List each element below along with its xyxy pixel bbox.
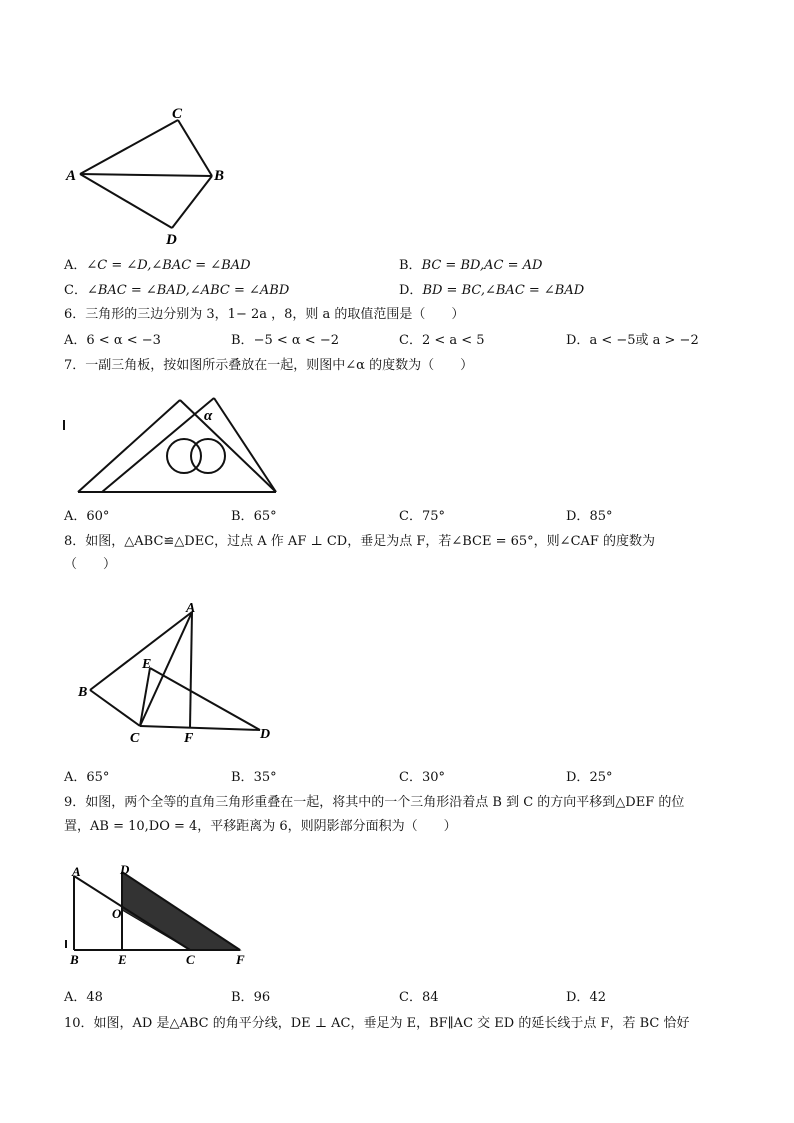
label-B: B xyxy=(70,952,79,967)
q7-stem: 7．一副三角板，按如图所示叠放在一起，则图中∠α 的度数为（ ） xyxy=(64,358,474,373)
label-A: A xyxy=(186,601,196,616)
q5-option-d: D．BD = BC,∠BAC = ∠BAD xyxy=(399,283,585,298)
q8-option-d: D．25° xyxy=(566,770,613,785)
q5-option-b: B．BC = BD,AC = AD xyxy=(399,258,543,273)
label-B: B xyxy=(214,168,225,184)
q7-option-d: D．85° xyxy=(566,509,613,524)
label-D: D xyxy=(166,232,177,248)
label-O: O xyxy=(112,906,122,921)
alpha-label: α xyxy=(204,408,213,424)
q9-option-d: D．42 xyxy=(566,990,606,1005)
figure-translated-right-triangles xyxy=(62,862,252,972)
label-F: F xyxy=(184,731,194,746)
q8-option-c: C．30° xyxy=(399,770,445,785)
label-E: E xyxy=(142,657,152,672)
q9-option-b: B．96 xyxy=(231,990,271,1005)
q9-stem: 9．如图，两个全等的直角三角形重叠在一起，将其中的一个三角形沿着点 B 到 C 的方向平移到△DEF 的位 xyxy=(64,795,685,810)
q5-option-a: A．∠C = ∠D,∠BAC = ∠BAD xyxy=(64,258,251,273)
q6-option-d: D．a < −5或 a > −2 xyxy=(566,333,699,348)
q6-option-c: C．2 < a < 5 xyxy=(399,333,485,348)
figure-triangle-set-squares xyxy=(62,390,282,500)
label-C: C xyxy=(130,731,140,746)
label-A: A xyxy=(66,168,77,184)
q6-stem: 6．三角形的三边分别为 3，1− 2a ，8，则 a 的取值范围是（ ） xyxy=(64,307,465,322)
figure-congruent-triangles xyxy=(76,600,286,750)
label-D: D xyxy=(120,862,130,877)
label-C: C xyxy=(186,952,195,967)
q7-option-b: B．65° xyxy=(231,509,277,524)
label-E: E xyxy=(118,952,127,967)
q9-stem-continued: 置，AB = 10,DO = 4，平移距离为 6，则阴影部分面积为（ ） xyxy=(64,819,457,834)
q7-option-c: C．75° xyxy=(399,509,445,524)
q5-option-c: C．∠BAC = ∠BAD,∠ABC = ∠ABD xyxy=(64,283,290,298)
q8-stem: 8．如图，△ABC≌△DEC，过点 A 作 AF ⊥ CD，垂足为点 F，若∠BCE = 65°，则∠CAF 的度数为 xyxy=(64,534,656,549)
q8-stem-continued: （ ） xyxy=(64,557,117,572)
q9-option-c: C．84 xyxy=(399,990,439,1005)
q8-option-b: B．35° xyxy=(231,770,277,785)
label-A: A xyxy=(72,864,81,879)
label-F: F xyxy=(236,952,245,967)
q7-option-a: A．60° xyxy=(64,509,110,524)
q6-option-b: B．−5 < α < −2 xyxy=(231,333,339,348)
q6-option-a: A．6 < α < −3 xyxy=(64,333,161,348)
q10-stem: 10．如图，AD 是△ABC 的角平分线，DE ⊥ AC，垂足为 E，BF∥AC 交 ED 的延长线于点 F，若 BC 恰好 xyxy=(64,1016,690,1031)
figure-quadrilateral-acbd xyxy=(62,100,242,250)
label-D: D xyxy=(260,727,271,742)
label-C: C xyxy=(172,106,183,122)
q9-option-a: A．48 xyxy=(64,990,103,1005)
q8-option-a: A．65° xyxy=(64,770,110,785)
label-B: B xyxy=(78,685,88,700)
